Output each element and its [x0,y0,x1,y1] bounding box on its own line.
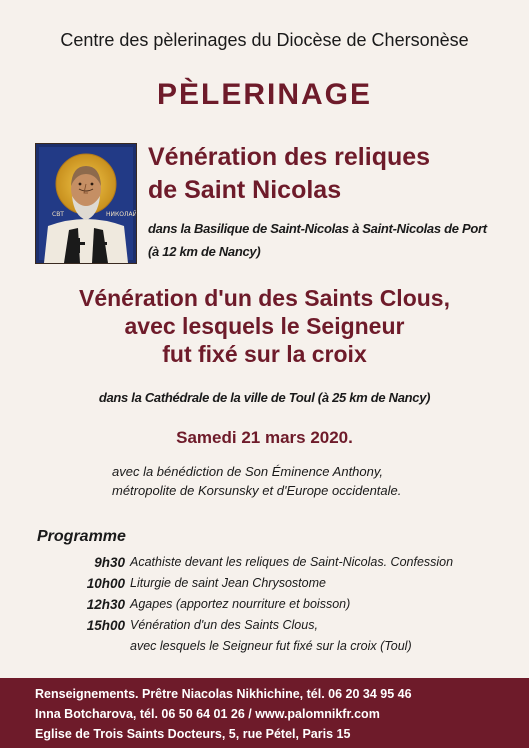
schedule-row [30,594,510,615]
schedule-time: 15h00 [86,618,125,633]
benediction-text [112,462,512,500]
schedule-activity: Liturgie de saint Jean Chrysostome [130,576,326,590]
event2-location: dans la Cathédrale de la ville de Toul (à 25 km de Nancy) [98,390,431,405]
event1-line1: Vénération des reliques [148,143,431,171]
svg-text:НИКОЛАЙ: НИКОЛАЙ [106,211,136,218]
event1-location-line2: (à 12 km de Nancy) [148,244,261,259]
schedule-row [30,615,510,636]
schedule-activity: Agapes (apportez nourriture et boisson) [130,597,351,611]
event1-line2: de Saint Nicolas [148,176,342,204]
footer-contact-line1: Renseignements. Prêtre Niacolas Nikhichine, tél. 06 20 34 95 46 [35,687,412,701]
contact-footer [0,678,529,748]
benediction-line2: métropolite de Korsunsky et d'Europe occidentale. [112,483,402,498]
schedule-row [30,573,510,594]
event2-line1: Vénération d'un des Saints Clous, [79,285,450,311]
schedule-row [30,552,510,573]
event1-location [148,217,523,263]
svg-text:СВТ: СВТ [52,211,64,218]
event2-heading [0,284,529,368]
event1-location-line1: dans la Basilique de Saint-Nicolas à Saint-Nicolas de Port [148,221,487,236]
programme-heading: Programme [37,528,126,545]
footer-address: Eglise de Trois Saints Docteurs, 5, rue Pétel, Paris 15 [35,727,351,741]
schedule-time: 12h30 [86,597,125,612]
schedule-activity: Acathiste devant les reliques de Saint-Nicolas. Confession [130,555,454,569]
event2-line2: avec lesquels le Seigneur [124,313,405,339]
schedule-activity: Vénération d'un des Saints Clous, [130,618,318,632]
schedule-time: 10h00 [86,576,125,591]
schedule-time: 9h30 [94,555,125,570]
page-title: PÈLERINAGE [156,78,373,111]
saint-nicholas-icon [35,143,137,264]
event2-line3: fut fixé sur la croix [162,341,367,367]
organizer-header: Centre des pèlerinages du Diocèse de Chersonèse [60,30,469,50]
schedule-activity: avec lesquels le Seigneur fut fixé sur la croix (Toul) [130,639,412,653]
event-date: Samedi 21 mars 2020. [176,428,353,447]
programme-schedule [30,552,510,657]
event1-heading [148,141,518,207]
benediction-line1: avec la bénédiction de Son Éminence Anthony, [112,464,384,479]
schedule-row [30,636,510,657]
footer-contact-line2: Inna Botcharova, tél. 06 50 64 01 26 / www.palomnikfr.com [35,707,380,721]
